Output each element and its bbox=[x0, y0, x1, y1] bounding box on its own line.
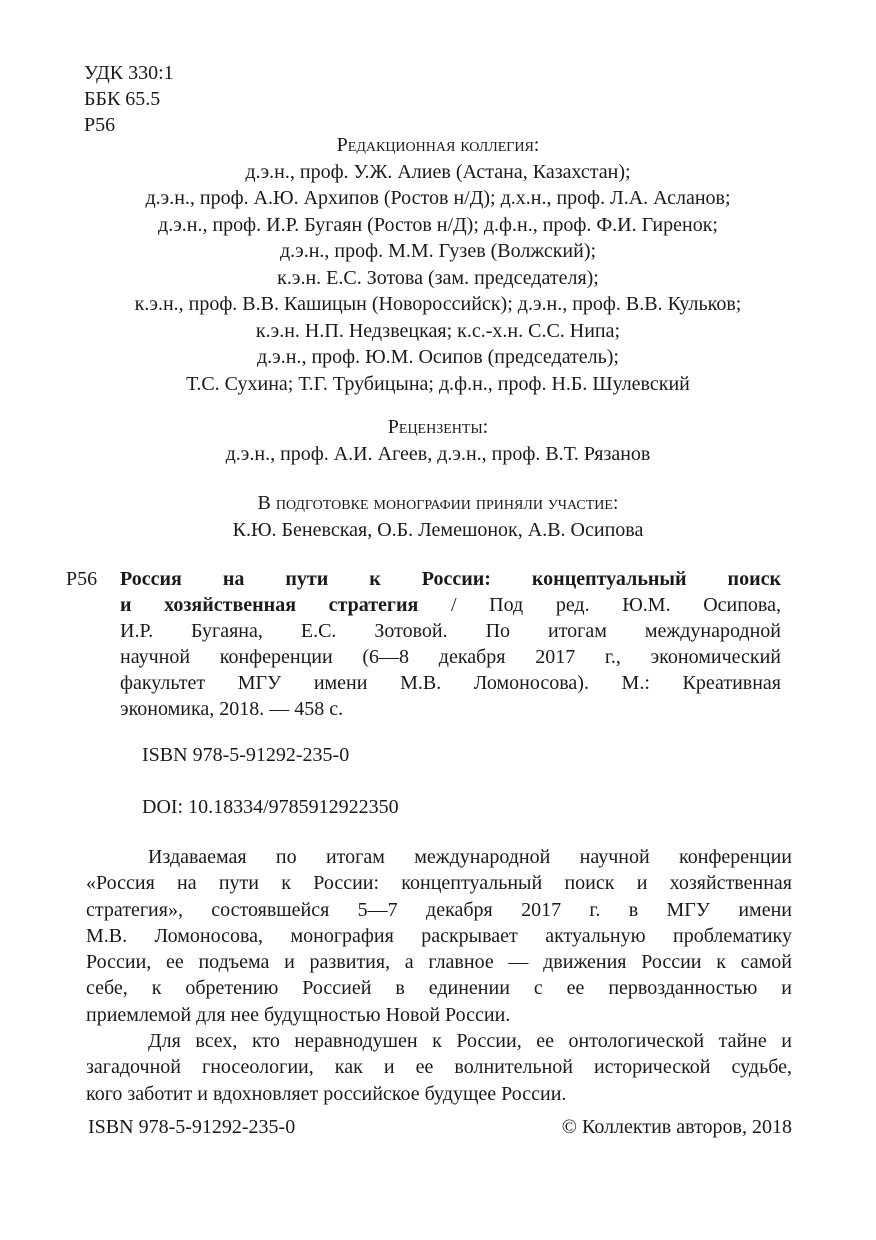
editorial-board bbox=[0, 132, 876, 397]
board-line: д.э.н., проф. М.М. Гузев (Волжский); bbox=[279, 240, 597, 262]
copyright: © Коллектив авторов, 2018 bbox=[561, 1116, 792, 1138]
entry-line bbox=[120, 566, 781, 592]
participants bbox=[0, 490, 876, 543]
classification-codes bbox=[84, 60, 174, 138]
entry-line bbox=[120, 592, 781, 618]
udk-code: УДК 330:1 bbox=[84, 62, 174, 84]
annotation bbox=[86, 844, 792, 1107]
annotation-line: приемлемой для нее будущностью Новой России. bbox=[86, 1003, 511, 1026]
board-line: к.э.н., проф. В.В. Кашицын (Новороссийск); д.э.н., проф. В.В. Кульков; bbox=[134, 293, 742, 315]
board-line: д.э.н., проф. У.Ж. Алиев (Астана, Казахстан); bbox=[245, 160, 631, 183]
entry-title-part2: и хозяйственная стратегия bbox=[120, 594, 419, 616]
annotation-line: кого заботит и вдохновляет российское будущее России. bbox=[86, 1082, 567, 1105]
entry-line: экономика, 2018. — 458 с. bbox=[120, 698, 344, 720]
reviewers-line: д.э.н., проф. А.И. Агеев, д.э.н., проф. В.Т. Рязанов bbox=[225, 442, 651, 465]
entry-editors: / Под ред. Ю.М. Осипова, bbox=[418, 594, 781, 616]
board-line: к.э.н. Н.П. Недзвецкая; к.с.-х.н. С.С. Нипа; bbox=[255, 319, 621, 342]
author-mark: Р56 bbox=[84, 114, 116, 136]
participants-line: К.Ю. Беневская, О.Б. Лемешонок, А.В. Осипова bbox=[232, 518, 644, 541]
board-line: д.э.н., проф. А.Ю. Архипов (Ростов н/Д); д.х.н., проф. Л.А. Асланов; bbox=[145, 187, 731, 209]
annotation-line: М.В. Ломоносова, монография раскрывает актуальную проблематику bbox=[86, 924, 792, 947]
board-line: д.э.н., проф. Ю.М. Осипов (председатель); bbox=[257, 346, 619, 368]
isbn-line: ISBN 978-5-91292-235-0 bbox=[142, 744, 350, 766]
reviewers bbox=[0, 414, 876, 467]
annotation-line: Для всех, кто неравнодушен к России, ее онтологической тайне и bbox=[148, 1030, 792, 1053]
entry-line: научной конференции (6—8 декабря 2017 г., экономический bbox=[120, 646, 781, 668]
board-line: к.э.н. Е.С. Зотова (зам. председателя); bbox=[277, 266, 599, 289]
annotation-line: «Россия на пути к России: концептуальный поиск и хозяйственная bbox=[86, 872, 792, 895]
board-line: д.э.н., проф. И.Р. Бугаян (Ростов н/Д); д.ф.н., проф. Ф.И. Гиренок; bbox=[158, 213, 718, 236]
annotation-line: себе, к обретению Россией в единении с ее первозданностью и bbox=[86, 977, 792, 1000]
board-line: Т.С. Сухина; Т.Г. Трубицына; д.ф.н., проф. Н.Б. Шулевский bbox=[186, 372, 690, 395]
participants-heading: В подготовке монографии приняли участие: bbox=[257, 492, 619, 514]
doi-line: DOI: 10.18334/9785912922350 bbox=[142, 796, 399, 818]
reviewers-heading: Рецензенты: bbox=[387, 416, 489, 438]
bbk-code: ББК 65.5 bbox=[84, 88, 161, 110]
annotation-line: стратегия», состоявшейся 5—7 декабря 2017 г. в МГУ имени bbox=[86, 898, 792, 921]
footer-isbn: ISBN 978-5-91292-235-0 bbox=[88, 1116, 296, 1138]
bibliographic-entry bbox=[120, 566, 781, 722]
entry-line: И.Р. Бугаяна, Е.С. Зотовой. По итогам международной bbox=[120, 620, 781, 642]
annotation-line: России, ее подъема и развития, а главное — движения России к самой bbox=[86, 951, 792, 974]
entry-line: факультет МГУ имени М.В. Ломоносова). М.: Креативная bbox=[120, 672, 781, 694]
entry-author-mark: Р56 bbox=[66, 568, 98, 590]
annotation-line: загадочной гносеологии, как и ее волнительной исторической судьбе, bbox=[86, 1056, 792, 1079]
entry-title-part1: Россия на пути к России: концептуальный поиск bbox=[120, 568, 781, 590]
editorial-board-heading: Редакционная коллегия: bbox=[336, 134, 540, 156]
annotation-line: Издаваемая по итогам международной научной конференции bbox=[148, 846, 792, 868]
